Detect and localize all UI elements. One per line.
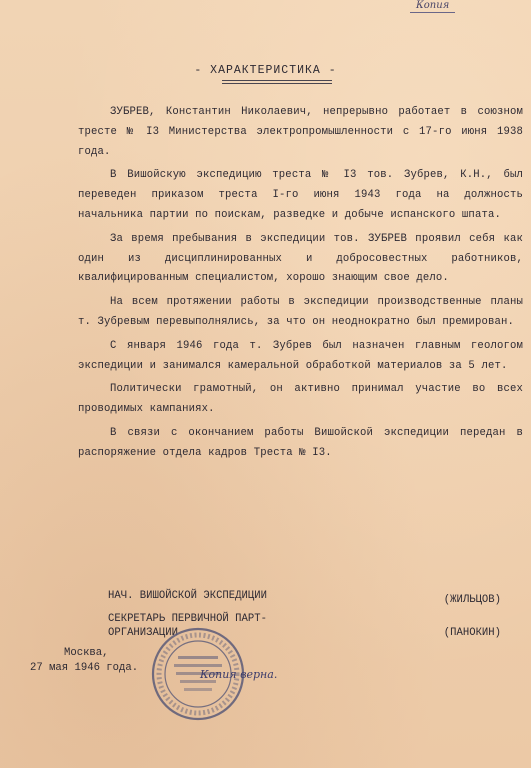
document-date: 27 мая 1946 года. (30, 662, 139, 674)
signature-role-secretary: СЕКРЕТАРЬ ПЕРВИЧНОЙ ПАРТ-ОРГАНИЗАЦИИ (108, 613, 267, 639)
place-and-date (30, 646, 138, 676)
title-underline (222, 80, 332, 84)
paragraph: В связи с окончанием работы Вишойской экспедиции передан в распоряжение отдела кадров Треста № I3. (78, 426, 523, 459)
document-title: - ХАРАКТЕРИСТИКА - (194, 64, 337, 77)
document-place: Москва, (64, 647, 109, 659)
paragraph: С января 1946 года т. Зубрев был назначен главным геологом экспедиции и занимался камеральной обработкой материалов за 5 лет. (78, 339, 523, 372)
paragraph: В Вишойскую экспедицию треста № I3 тов. Зубрев, К.Н., был переведен приказом треста I-го июня 1943 года на должность начальника партии по поискам, разведке и добыче испанского шпата. (78, 169, 523, 221)
paragraph: За время пребывания в экспедиции тов. ЗУБРЕВ проявил себя как один из дисциплинированных и добросовестных работников, квалифицированным специалистом, хорошо знающим свое дело. (78, 232, 523, 285)
signature-name-secretary: (ПАНОКИН) (443, 627, 501, 639)
handwritten-certification: Копия верна. (200, 668, 278, 681)
paragraph: ЗУБРЕВ, Константин Николаевич, непрерывно работает в союзном тресте № I3 Министерства электропромышленности с 17-го июня 1938 года. (78, 106, 523, 158)
paragraph: На всем протяжении работы в экспедиции производственные планы т. Зубревым перевыполнялись, за что он неоднократно был премирован. (78, 296, 523, 328)
document-body (78, 103, 523, 468)
paragraph: Политически грамотный, он активно принимал участие во всех проводимых кампаниях. (78, 383, 523, 416)
corner-note: Копия (410, 0, 455, 13)
signature-name-head: (ЖИЛЬЦОВ) (443, 594, 501, 606)
signature-role-head: НАЧ. ВИШОЙСКОЙ ЭКСПЕДИЦИИ (108, 590, 267, 602)
